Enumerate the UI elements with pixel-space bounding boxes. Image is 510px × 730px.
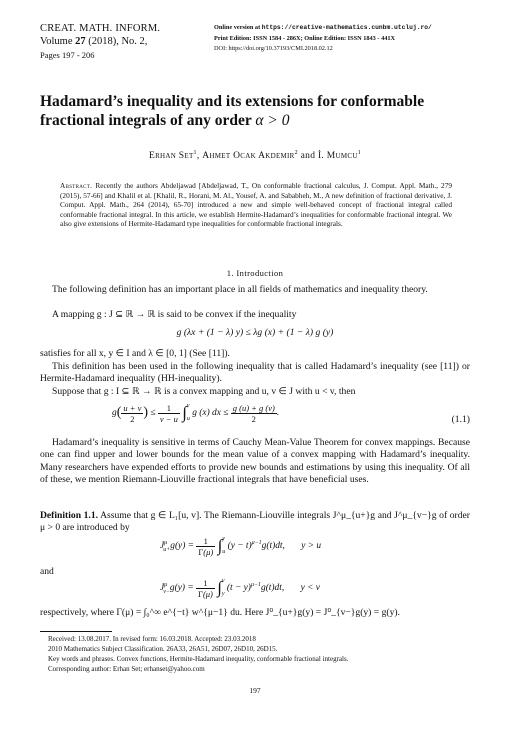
paragraph-1: The following definition has an important place in all fields of mathematics and inequality theory.	[52, 284, 428, 295]
definition-1-1	[40, 510, 470, 535]
equation-convex: g (λx + (1 − λ) y) ≤ λg (x) + (1 − λ) g (y)	[176, 327, 334, 338]
paragraph-2: A mapping g : J ⊆ ℝ → ℝ is said to be convex if the inequality	[52, 309, 297, 320]
abstract-text: Recently the authors Abdeljawad [Abdeljawad, T., On conformable fractional calculus, J. Comput. Appl. Math., 279 (2015), 57-66] and Khalil et al. [Khalil, R., Horani, M. Al., Yousef, A. and Sababheh, M., A new definition of fractional derivative, J. Comput. Appl. Math., 264 (2014), 65-70] introduced a new and simple well-behaved concept of fractional integral called conformable fractional integral. In this article, we establish Hermite-Hadamard’s inequalities for conformable fractional integral. We also give extensions of Hermite-Hadamard type inequalities for conformable fractional integrals.	[60, 181, 452, 229]
paragraph-7: respectively, where Γ(μ) = ∫₀^∞ e^{−t} w^{μ−1} du. Here J⁰_{u+}g(y) = J⁰_{v−}g(y) = g(y).	[40, 607, 400, 618]
paragraph-4: This definition has been used in the following inequality that is called Hadamard’s inequality (see [11]) or Hermite-Hadamard inequality (HH-inequality).	[40, 361, 470, 385]
paragraph-3: satisfies for all x, y ∈ I and λ ∈ [0, 1] (See [11]).	[40, 348, 230, 359]
footnote-corresponding: Corresponding author: Erhan Set; erhanset@yahoo.com	[48, 665, 205, 673]
abstract-label: Abstract.	[60, 181, 93, 190]
footnote-divider	[40, 631, 112, 632]
issn-line: Print Edition: ISSN 1584 - 286X; Online Edition: ISSN 1843 - 441X	[214, 34, 396, 42]
author-list: Erhan Set$^1$, Ahmet Ocak Akdemir$^2$ and İ. Mumcu$^1$	[148, 150, 362, 162]
definition-text: Assume that g ∈ L₁[u, v]. The Riemann-Liouville integrals J^μ_{u+}g and J^μ_{v−}g of order μ > 0 are introduced by	[40, 510, 470, 534]
online-version: Online version at https://creative-mathematics.cunbm.utcluj.ro/	[214, 24, 432, 31]
online-url-link[interactable]: https://creative-mathematics.cunbm.utcluj.ro/	[261, 24, 432, 31]
abstract	[60, 181, 452, 229]
and-connector: and	[40, 566, 54, 577]
footnote-msc: 2010 Mathematics Subject Classification. 26A33, 26A51, 26D07, 26D10, 26D15.	[48, 645, 278, 653]
author-1: Erhan Set	[148, 151, 194, 162]
equation-rl-right: $J^\mu_{v-}g(y)$ = $\frac{1}{\Gamma(\mu)}$ ∫v y $(t - y)^{\mu-1}g(t)dt$, y < v	[160, 577, 320, 599]
equation-hh: g( $\frac{u + v}{2}$ ) ≤ $\frac{1}{v - u}$ ∫v u g (x) dx ≤ $\frac{g (u) + g (v)}{2}$ .	[112, 402, 280, 424]
section-heading: 1. Introduction	[226, 268, 284, 278]
journal-pages: Pages 197 - 206	[40, 50, 95, 60]
definition-label: Definition 1.1.	[40, 510, 99, 521]
footnote-keywords: Key words and phrases. Convex functions, Hermite-Hadamard inequality, conformable fractional integrals.	[48, 655, 349, 663]
author-2: Ahmet Ocak Akdemir	[202, 151, 295, 162]
journal-volume: Volume 27 (2018), No. 2,	[40, 36, 148, 47]
journal-name: CREAT. MATH. INFORM.	[40, 23, 161, 34]
publication-info	[214, 23, 432, 55]
footnotes	[48, 634, 468, 674]
equation-number: (1.1)	[451, 414, 470, 425]
title-math: α > 0	[255, 112, 290, 129]
paper-title: Hadamard’s inequality and its extensions for conformable fractional integrals of any order α > 0	[40, 93, 425, 129]
paragraph-5: Suppose that g : I ⊆ ℝ → ℝ is a convex mapping and u, v ∈ J with u < v, then	[52, 386, 356, 397]
author-3: İ. Mumcu	[317, 151, 358, 162]
doi-link[interactable]: DOI: https://doi.org/10.37193/CMI.2018.02.12	[214, 45, 333, 52]
footnote-received: Received: 13.08.2017. In revised form: 16.03.2018. Accepted: 23.03.2018	[48, 635, 256, 643]
paragraph-6: Hadamard’s inequality is sensitive in terms of Cauchy Mean-Value Theorem for convex mappings. Because one can find upper and lower bounds for the mean value of a convex mapping with Hadamard’s inequality. Many researchers have expended efforts to provide new bounds and estimations by using this inequality. Of all of these, we mention Riemann-Liouville fractional integrals that have beneficial uses.	[40, 437, 470, 486]
journal-info	[40, 22, 160, 62]
equation-rl-left: $J^\mu_{u+}g(y)$ = $\frac{1}{\Gamma(\mu)}$ ∫y u $(y - t)^{\mu-1}g(t)dt$, y > u	[160, 535, 322, 557]
page-number: 197	[249, 686, 261, 695]
